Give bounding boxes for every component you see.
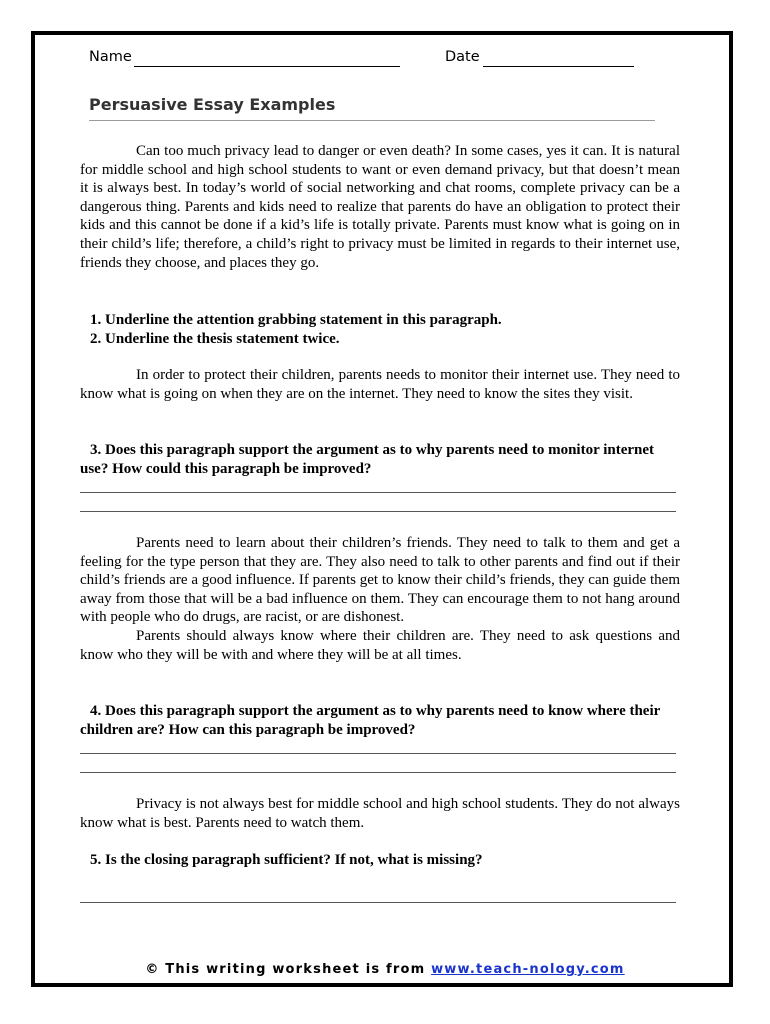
question-3: 3. Does this paragraph support the argument as to why parents need to monitor internet use? How could this paragraph be improved?	[80, 442, 655, 477]
question-1: 1. Underline the attention grabbing statement in this paragraph.	[90, 312, 502, 328]
question-4: 4. Does this paragraph support the argument as to why parents need to know where their children are? How can this paragraph be improved?	[80, 703, 661, 738]
paragraph-intro	[80, 142, 680, 272]
date-blank[interactable]	[483, 66, 634, 67]
name-blank[interactable]	[134, 66, 400, 67]
name-label: Name	[89, 49, 132, 65]
footer-text: © This writing worksheet is from	[145, 962, 426, 977]
paragraph-closing-text: Privacy is not always best for middle school and high school students. They do not always know what is best. Parents need to watch them.	[80, 796, 680, 831]
paragraph-intro-text: Can too much privacy lead to danger or even death? In some cases, yes it can. It is natural for middle school and high school students to want or even demand privacy, but that doesn’t mean it is always best. In today’s world of social networking and chat rooms, complete privacy can be a dangerous thing. Parents and kids need to realize that parents do have an obligation to protect their kids and this cannot be done if a kid’s life is totally private. Parents must know what is going on in their child’s life; therefore, a child’s right to privacy must be limited in regards to their internet use, friends they choose, and places they go.	[80, 143, 680, 271]
question-2: 2. Underline the thesis statement twice.	[90, 331, 340, 347]
footer-link[interactable]: www.teach-nology.com	[431, 962, 625, 977]
paragraph-internet	[80, 366, 680, 403]
paragraph-friends-text: Parents need to learn about their children’s friends. They need to talk to them and get a feeling for the type person that they are. They also need to talk to other parents and find out if their child’s friends are a good influence. If parents get to know their child’s friends, they can guide them away from those that will be a bad influence on them. They can encourage them to not hang around with people who do drugs, are racist, or are dishonest.	[80, 535, 680, 626]
answer-line[interactable]	[80, 511, 676, 512]
paragraph-friends	[80, 534, 680, 664]
question-5: 5. Is the closing paragraph sufficient? If not, what is missing?	[90, 852, 483, 868]
answer-line[interactable]	[80, 902, 676, 903]
date-label: Date	[445, 49, 480, 65]
answer-line[interactable]	[80, 753, 676, 754]
answer-line[interactable]	[80, 492, 676, 493]
title-divider	[89, 120, 655, 121]
paragraph-internet-text: In order to protect their children, parents needs to monitor their internet use. They need to know what is going on when they are on the internet. They need to know the sites they visit.	[80, 367, 680, 402]
answer-line[interactable]	[80, 772, 676, 773]
footer	[0, 962, 770, 977]
page-title: Persuasive Essay Examples	[89, 95, 336, 114]
paragraph-whereabouts-text: Parents should always know where their children are. They need to ask questions and know who they will be with and where they will be at all times.	[80, 627, 680, 663]
paragraph-closing	[80, 795, 680, 832]
